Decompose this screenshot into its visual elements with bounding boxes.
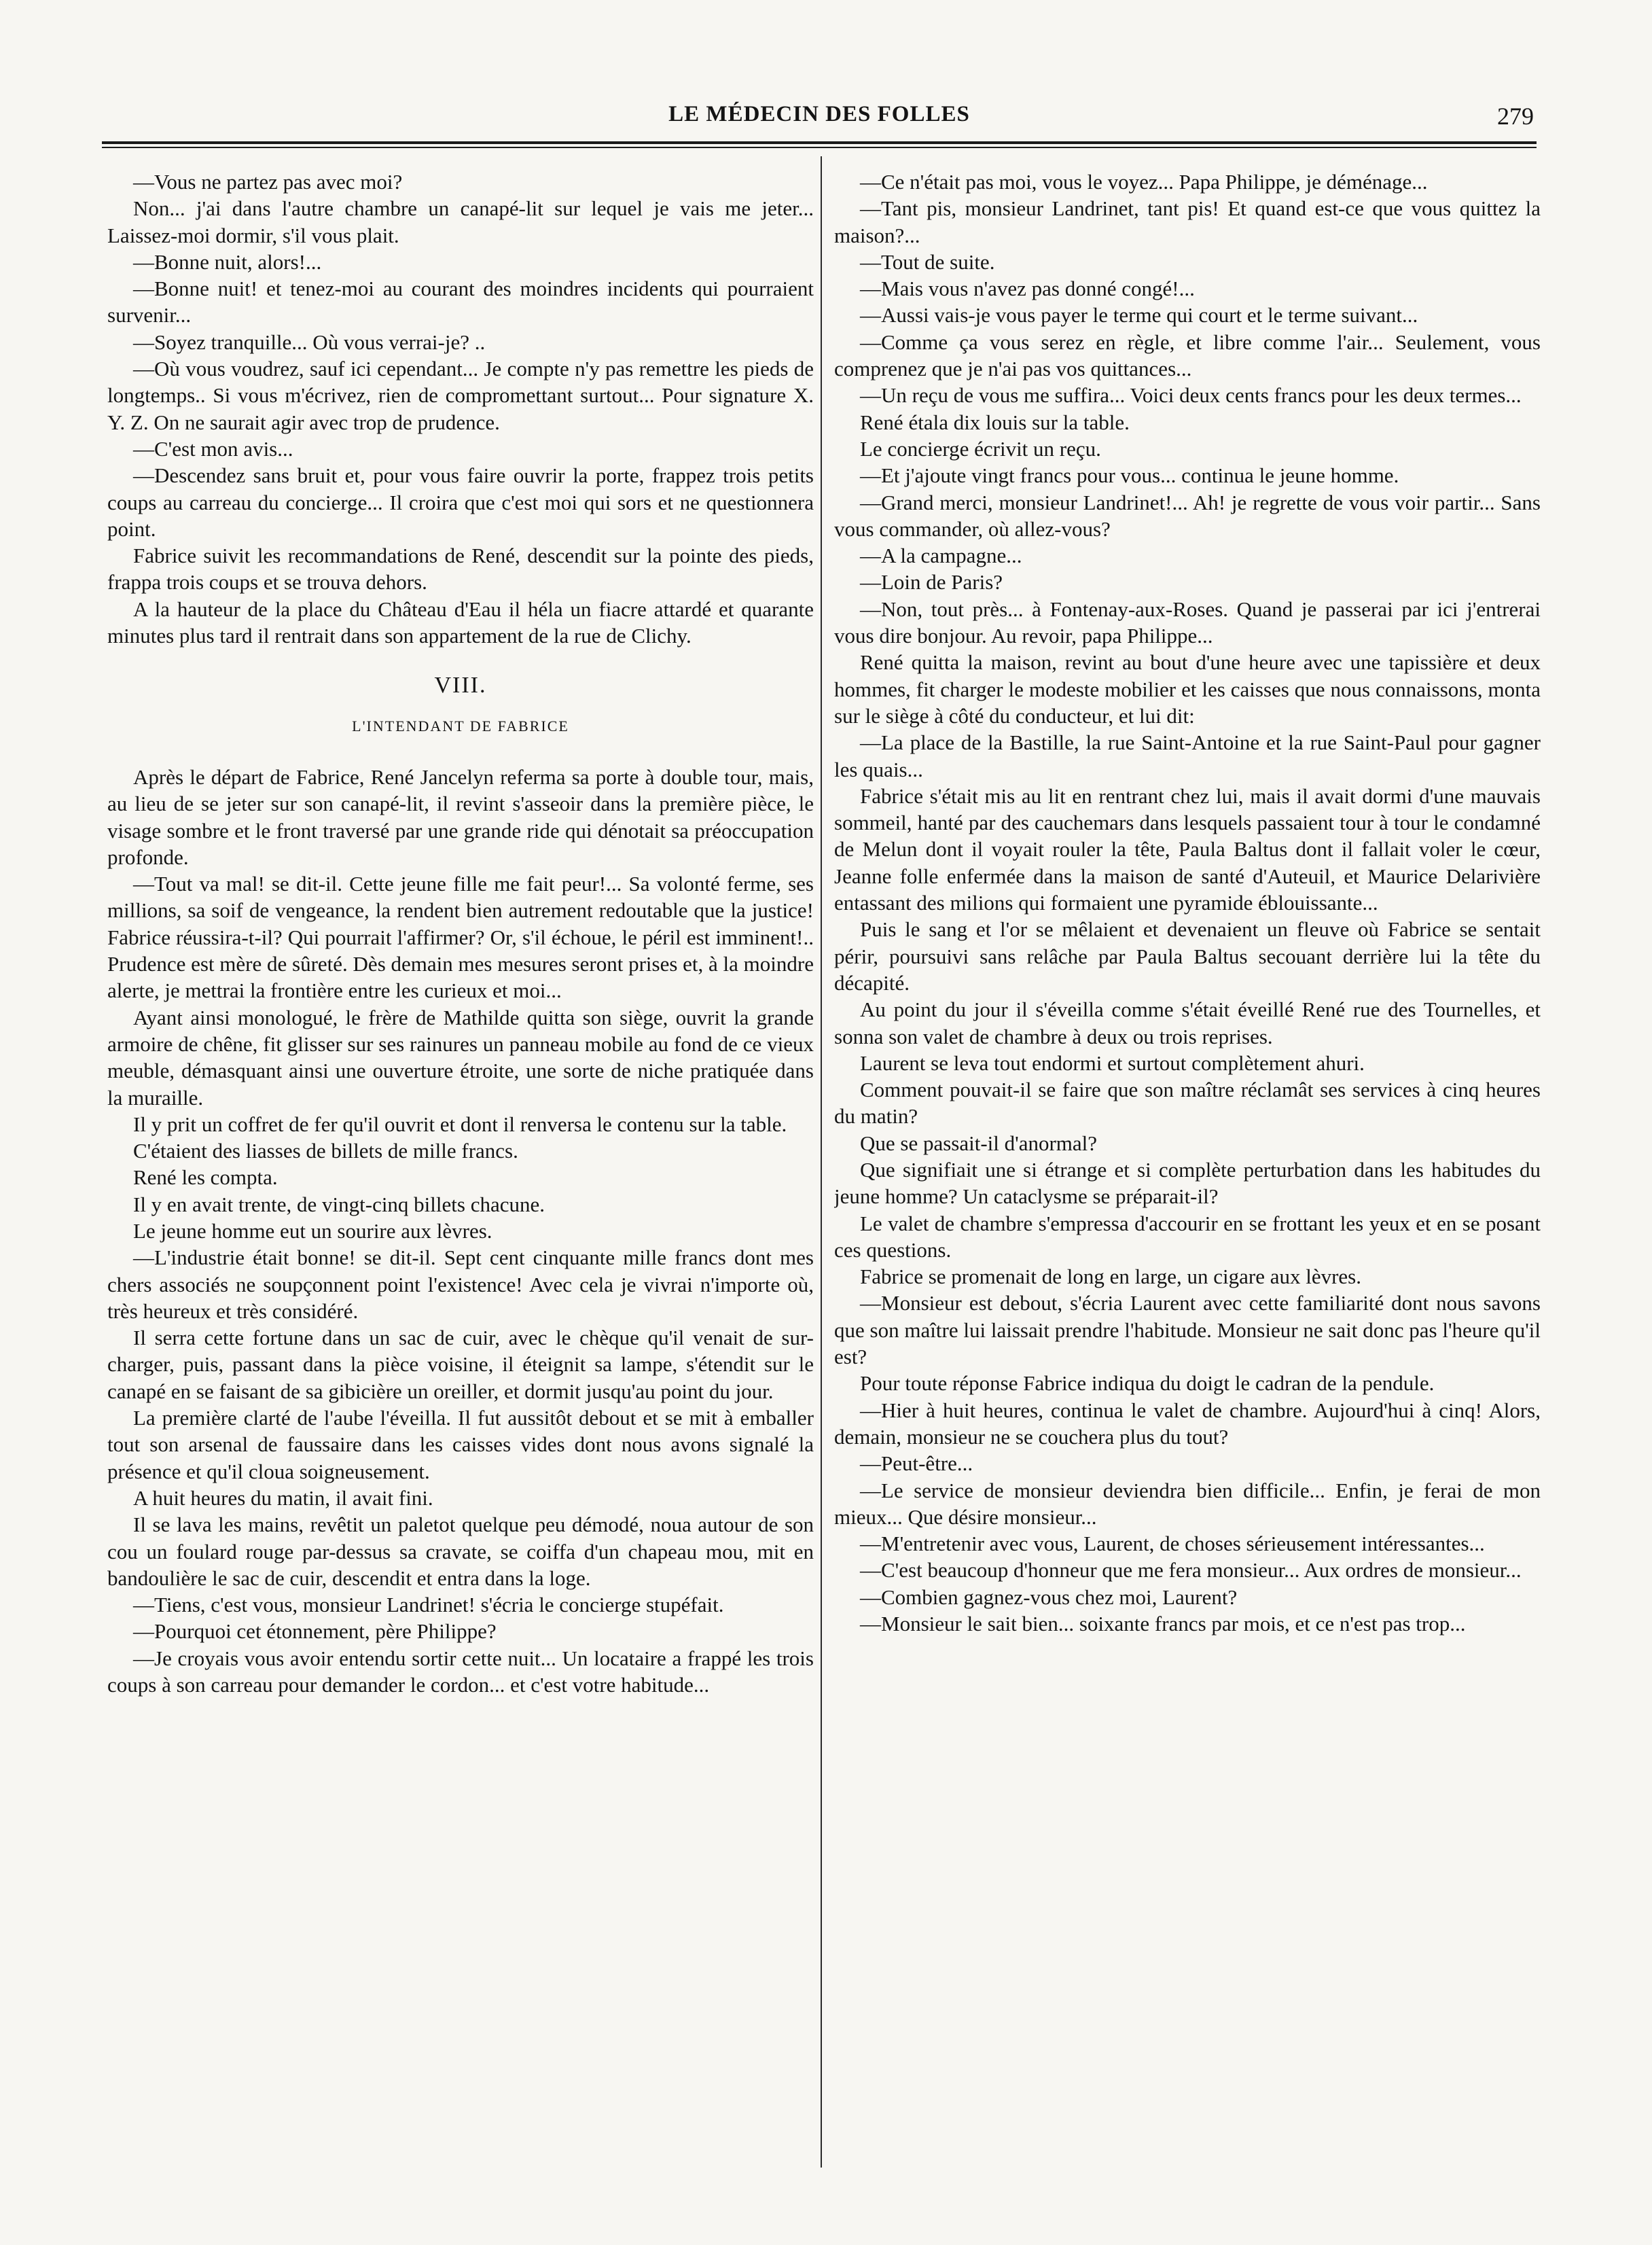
paragraph: —Tout va mal! se dit-il. Cette jeune fille me fait peur!... Sa volonté ferme, ses millions, sa soif de vengeance, la rendent bien autrement redoutable que la justice! Fabrice réussira-t-il? Qui pourrait l'affirmer? Or, s'il échoue, le péril est imminent!.. Prudence est mère de sûreté. Dès demain mes mesures seront prises et, à la moindre alerte, je mettrai la frontière entre les curieux et moi...	[107, 872, 814, 1003]
paragraph: —Tant pis, monsieur Landrinet, tant pis! Et quand est-ce que vous quittez la maison?...	[834, 196, 1541, 247]
paragraph: Il se lava les mains, revêtit un paletot quelque peu démodé, noua autour de son cou un foulard rouge par-dessus sa cravate, se coiffa d'un chapeau mou, mit en bandoulière le sac de cuir, descendit et entra dans la loge.	[107, 1513, 814, 1590]
paragraph: —Ce n'était pas moi, vous le voyez... Papa Philippe, je déménage...	[860, 170, 1428, 194]
paragraph: —Le service de monsieur deviendra bien difficile... Enfin, je ferai de mon mieux... Que désire monsieur...	[834, 1478, 1541, 1529]
paragraph: Puis le sang et l'or se mêlaient et devenaient un fleuve où Fabrice se sentait périr, poursuivi sans relâche par Paula Baltus secouant derrière lui la tête du décapité.	[834, 917, 1541, 995]
right-column	[834, 169, 1541, 2173]
paragraph: —A la campagne...	[860, 544, 1022, 568]
paragraph: Au point du jour il s'éveilla comme s'était éveillé René rue des Tournelles, et sonna son valet de chambre à deux ou trois reprises.	[834, 997, 1541, 1048]
paragraph: —Tout de suite.	[860, 249, 995, 274]
paragraph: Fabrice s'était mis au lit en rentrant chez lui, mais il avait dormi d'une mauvais sommeil, hanté par des cauchemars dans lesquels passaient tour à tour le condamné de Melun dont il voyait rouler la tête, Paula Baltus dont il fallait voler le cœur, Jeanne folle enfermée dans la maison de santé d'Auteuil, et Maurice Delarivière entassant des milions qui formaient une pyramide éblouissante...	[834, 783, 1541, 915]
paragraph: —Vous ne partez pas avec moi?	[133, 170, 403, 194]
paragraph: Que se passait-il d'anormal?	[860, 1131, 1098, 1155]
paragraph: A huit heures du matin, il avait fini.	[133, 1485, 433, 1510]
paragraph: Laurent se leva tout endormi et surtout complètement ahuri.	[860, 1050, 1365, 1075]
paragraph: Fabrice se promenait de long en large, un cigare aux lèvres.	[860, 1265, 1361, 1289]
paragraph: —L'industrie était bonne! se dit-il. Sept cent cinquante mille francs dont mes chers associés ne soupçonnent point l'existence! Avec cela je vivrai n'importe où, très heureux et très considéré.	[107, 1245, 814, 1323]
header-rule-thin	[102, 147, 1537, 148]
page-number: 279	[1497, 103, 1534, 130]
paragraph: René les compta.	[133, 1165, 278, 1190]
column-divider	[821, 156, 822, 2168]
paragraph: —C'est mon avis...	[133, 436, 293, 461]
paragraph: —Un reçu de vous me suffira... Voici deux cents francs pour les deux termes...	[860, 383, 1522, 408]
paragraph: René étala dix louis sur la table.	[860, 410, 1130, 434]
paragraph: —Comme ça vous serez en règle, et libre comme l'air... Seulement, vous comprenez que je n'ai pas vos quittances...	[834, 330, 1541, 381]
paragraph: —M'entretenir avec vous, Laurent, de choses sérieusement intéressantes...	[860, 1532, 1485, 1556]
header-rule-thick	[102, 141, 1537, 144]
chapter-number: VIII.	[434, 673, 487, 699]
paragraph: —Soyez tranquille... Où vous verrai-je? ..	[133, 330, 486, 354]
paragraph: Le valet de chambre s'empressa d'accourir en se frottant les yeux et en se posant ces questions.	[834, 1211, 1541, 1262]
paragraph: Après le départ de Fabrice, René Jancelyn referma sa porte à double tour, mais, au lieu de se jeter sur son canapé-lit, il revint s'asseoir dans la première pièce, le visage sombre et le front traversé par une grande ride qui dénotait sa préoccupation profonde.	[107, 764, 814, 869]
right-paragraphs	[834, 169, 1541, 1637]
paragraph: —Bonne nuit, alors!...	[133, 249, 322, 274]
paragraph: —Hier à huit heures, continua le valet de chambre. Aujourd'hui à cinq! Alors, demain, monsieur ne se couchera plus du tout?	[834, 1398, 1541, 1449]
paragraph: Il y en avait trente, de vingt-cinq billets chacune.	[133, 1192, 545, 1216]
paragraph: C'étaient des liasses de billets de mille francs.	[133, 1139, 518, 1163]
paragraph: —Mais vous n'avez pas donné congé!...	[860, 277, 1195, 301]
paragraph: —Peut-être...	[860, 1451, 973, 1476]
paragraph: —Tiens, c'est vous, monsieur Landrinet! s'écria le concierge stupéfait.	[133, 1593, 724, 1617]
paragraph: —Où vous voudrez, sauf ici cependant... Je compte n'y pas remettre les pieds de longtemps.. Si vous m'écrivez, rien de compromettant surtout... Pour signature X. Y. Z. On ne saurait agir avec trop de prudence.	[107, 357, 814, 434]
paragraph: —Non, tout près... à Fontenay-aux-Roses. Quand je passerai par ici j'entrerai vous dire bonjour. Au revoir, papa Philippe...	[834, 597, 1541, 648]
paragraph: —Aussi vais-je vous payer le terme qui court et le terme suivant...	[860, 303, 1418, 328]
paragraph: —Descendez sans bruit et, pour vous faire ouvrir la porte, frappez trois petits coups au carreau du concierge... Il croira que c'est moi qui sors et ne questionnera point.	[107, 463, 814, 541]
page-header	[102, 102, 1537, 143]
paragraph: —Bonne nuit! et tenez-moi au courant des moindres incidents qui pourraient survenir...	[107, 277, 814, 328]
left-column	[107, 169, 814, 2173]
left-paragraphs-before-chapter	[107, 169, 814, 649]
paragraph: Pour toute réponse Fabrice indiqua du doigt le cadran de la pendule.	[860, 1371, 1435, 1396]
paragraph: —Je croyais vous avoir entendu sortir cette nuit... Un locataire a frappé les trois coups à son carreau pour demander le cordon... et c'est votre habitude...	[107, 1646, 814, 1697]
paragraph: —Loin de Paris?	[860, 570, 1003, 595]
paragraph: —Combien gagnez-vous chez moi, Laurent?	[860, 1585, 1238, 1609]
paragraph: Ayant ainsi monologué, le frère de Mathilde quitta son siège, ouvrit la grande armoire de chêne, fit glisser sur ses rainures un panneau mobile au fond de ce vieux meuble, démasquant ainsi une ouverture étroite, une sorte de niche pratiquée dans la muraille.	[107, 1005, 814, 1110]
running-title: LE MÉDECIN DES FOLLES	[668, 102, 970, 126]
paragraph: —C'est beaucoup d'honneur que me fera monsieur... Aux ordres de monsieur...	[860, 1558, 1522, 1583]
chapter-title: L'INTENDANT DE FABRICE	[352, 717, 569, 735]
paragraph: Non... j'ai dans l'autre chambre un canapé-lit sur lequel je vais me jeter... Laissez-moi dormir, s'il vous plait.	[107, 196, 814, 247]
paragraph: Le concierge écrivit un reçu.	[860, 436, 1101, 461]
paragraph: Comment pouvait-il se faire que son maître réclamât ses services à cinq heures du matin?	[834, 1078, 1541, 1129]
paragraph: Il y prit un coffret de fer qu'il ouvrit et dont il renversa le contenu sur la table.	[133, 1112, 787, 1136]
paragraph: Que signifiait une si étrange et si complète perturbation dans les habitudes du jeune homme? Un cataclysme se préparait-il?	[834, 1157, 1541, 1209]
paragraph: A la hauteur de la place du Château d'Eau il héla un fiacre attardé et quarante minutes plus tard il rentrait dans son appartement de la rue de Clichy.	[107, 597, 814, 648]
left-paragraphs-after-chapter	[107, 764, 814, 1698]
paragraph: Fabrice suivit les recommandations de René, descendit sur la pointe des pieds, frappa trois coups et se trouva dehors.	[107, 544, 814, 595]
paragraph: —Monsieur le sait bien... soixante francs par mois, et ce n'est pas trop...	[860, 1612, 1466, 1636]
paragraph: Le jeune homme eut un sourire aux lèvres.	[133, 1218, 492, 1243]
paragraph: La première clarté de l'aube l'éveilla. Il fut aussitôt debout et se mit à emballer tout son arsenal de faussaire dans les caisses vides dont nous avons signalé la présence et qu'il cloua soigneusement.	[107, 1406, 814, 1483]
paragraph: —La place de la Bastille, la rue Saint-Antoine et la rue Saint-Paul pour gagner les quais...	[834, 730, 1541, 781]
paragraph: —Monsieur est debout, s'écria Laurent avec cette familiarité dont nous savons que son maître lui laissait prendre l'habitude. Monsieur ne sait donc pas l'heure qu'il est?	[834, 1291, 1541, 1369]
paragraph: —Grand merci, monsieur Landrinet!... Ah! je regrette de vous voir partir... Sans vous commander, où allez-vous?	[834, 490, 1541, 541]
paragraph: René quitta la maison, revint au bout d'une heure avec une tapissière et deux hommes, fit charger le modeste mobilier et les caisses que nous connaissons, monta sur le siège à côté du conducteur, et lui dit:	[834, 650, 1541, 728]
paragraph: —Pourquoi cet étonnement, père Philippe?	[133, 1619, 497, 1644]
paragraph: Il serra cette fortune dans un sac de cuir, avec le chèque qu'il venait de sur-charger, puis, passant dans la pièce voisine, il éteignit sa lampe, s'étendit sur le canapé en se faisant de sa gibicière un oreiller, et dormit jusqu'au point du jour.	[107, 1326, 814, 1403]
paragraph: —Et j'ajoute vingt francs pour vous... continua le jeune homme.	[860, 463, 1399, 488]
